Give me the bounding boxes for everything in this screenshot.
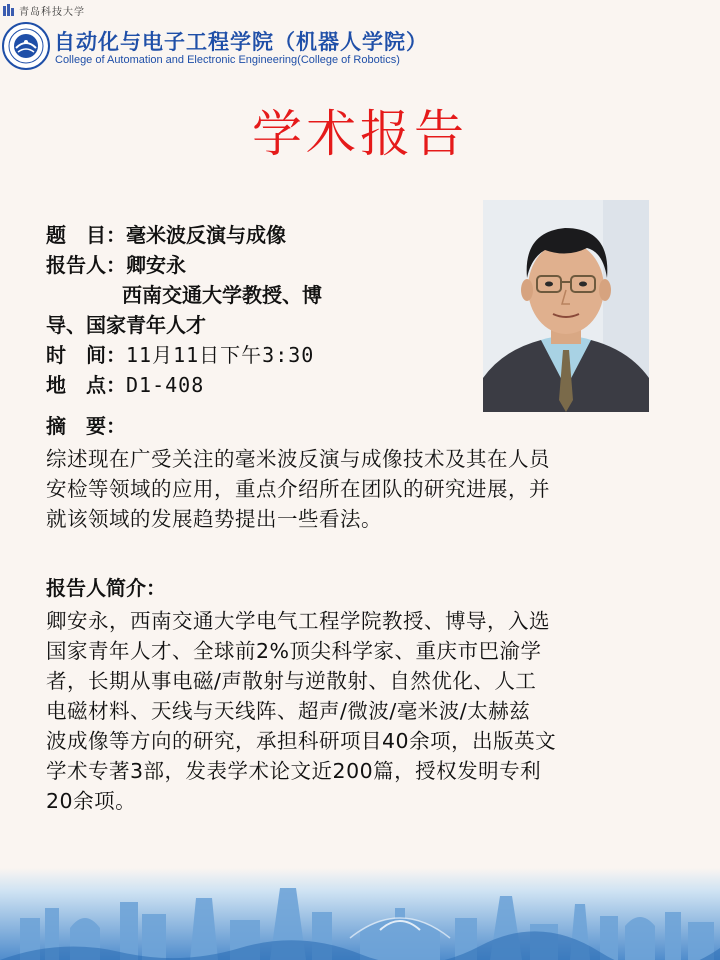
bio-line: 波成像等方向的研究，承担科研项目40余项，出版英文	[46, 729, 557, 753]
speaker-title-line2: 导、国家青年人才	[46, 313, 206, 337]
topic-row	[46, 220, 322, 250]
speaker-photo	[483, 200, 649, 412]
speaker-label: 报告人：	[46, 253, 126, 277]
place-row	[46, 370, 322, 400]
page-title: 学术报告	[252, 105, 468, 163]
bio-line: 者，长期从事电磁/声散射与逆散射、自然优化、人工	[46, 669, 537, 693]
college-logo-icon	[2, 22, 50, 70]
time-label: 时 间：	[46, 343, 126, 367]
university-name: 青岛科技大学	[2, 0, 85, 20]
bio-label: 报告人简介：	[46, 576, 166, 600]
college-name-en: College of Automation and Electronic Engineering(College of Robotics)	[55, 54, 400, 66]
abstract-line: 就该领域的发展趋势提出一些看法。	[46, 507, 382, 531]
place-value: D1-408	[126, 373, 205, 397]
bio-text	[46, 606, 686, 816]
bio-line: 电磁材料、天线与天线阵、超声/微波/毫米波/太赫兹	[46, 699, 531, 723]
bio-line: 卿安永，西南交通大学电气工程学院教授、博导，入选	[46, 609, 550, 633]
time-value: 11月11日下午3:30	[126, 343, 315, 367]
header	[0, 0, 720, 80]
speaker-row	[46, 250, 322, 280]
abstract-text	[46, 444, 686, 534]
college-name-cn: 自动化与电子工程学院（机器人学院）	[54, 30, 428, 54]
abstract-label: 摘 要：	[46, 414, 126, 438]
place-label: 地 点：	[46, 373, 126, 397]
time-row	[46, 340, 322, 370]
talk-info	[46, 220, 322, 400]
abstract-line: 安检等领域的应用，重点介绍所在团队的研究进展，并	[46, 477, 550, 501]
speaker-title-line1: 西南交通大学教授、博	[122, 283, 322, 307]
university-mini-logo-icon	[2, 3, 16, 17]
bio-line: 20余项。	[46, 789, 137, 813]
bio-line: 学术专著3部，发表学术论文近200篇，授权发明专利	[46, 759, 542, 783]
bio-line: 国家青年人才、全球前2%顶尖科学家、重庆市巴渝学	[46, 639, 542, 663]
abstract-line: 综述现在广受关注的毫米波反演与成像技术及其在人员	[46, 447, 550, 471]
topic-value: 毫米波反演与成像	[126, 223, 286, 247]
speaker-name: 卿安永	[126, 253, 186, 277]
topic-label: 题 目：	[46, 223, 126, 247]
city-skyline-banner	[0, 868, 720, 960]
